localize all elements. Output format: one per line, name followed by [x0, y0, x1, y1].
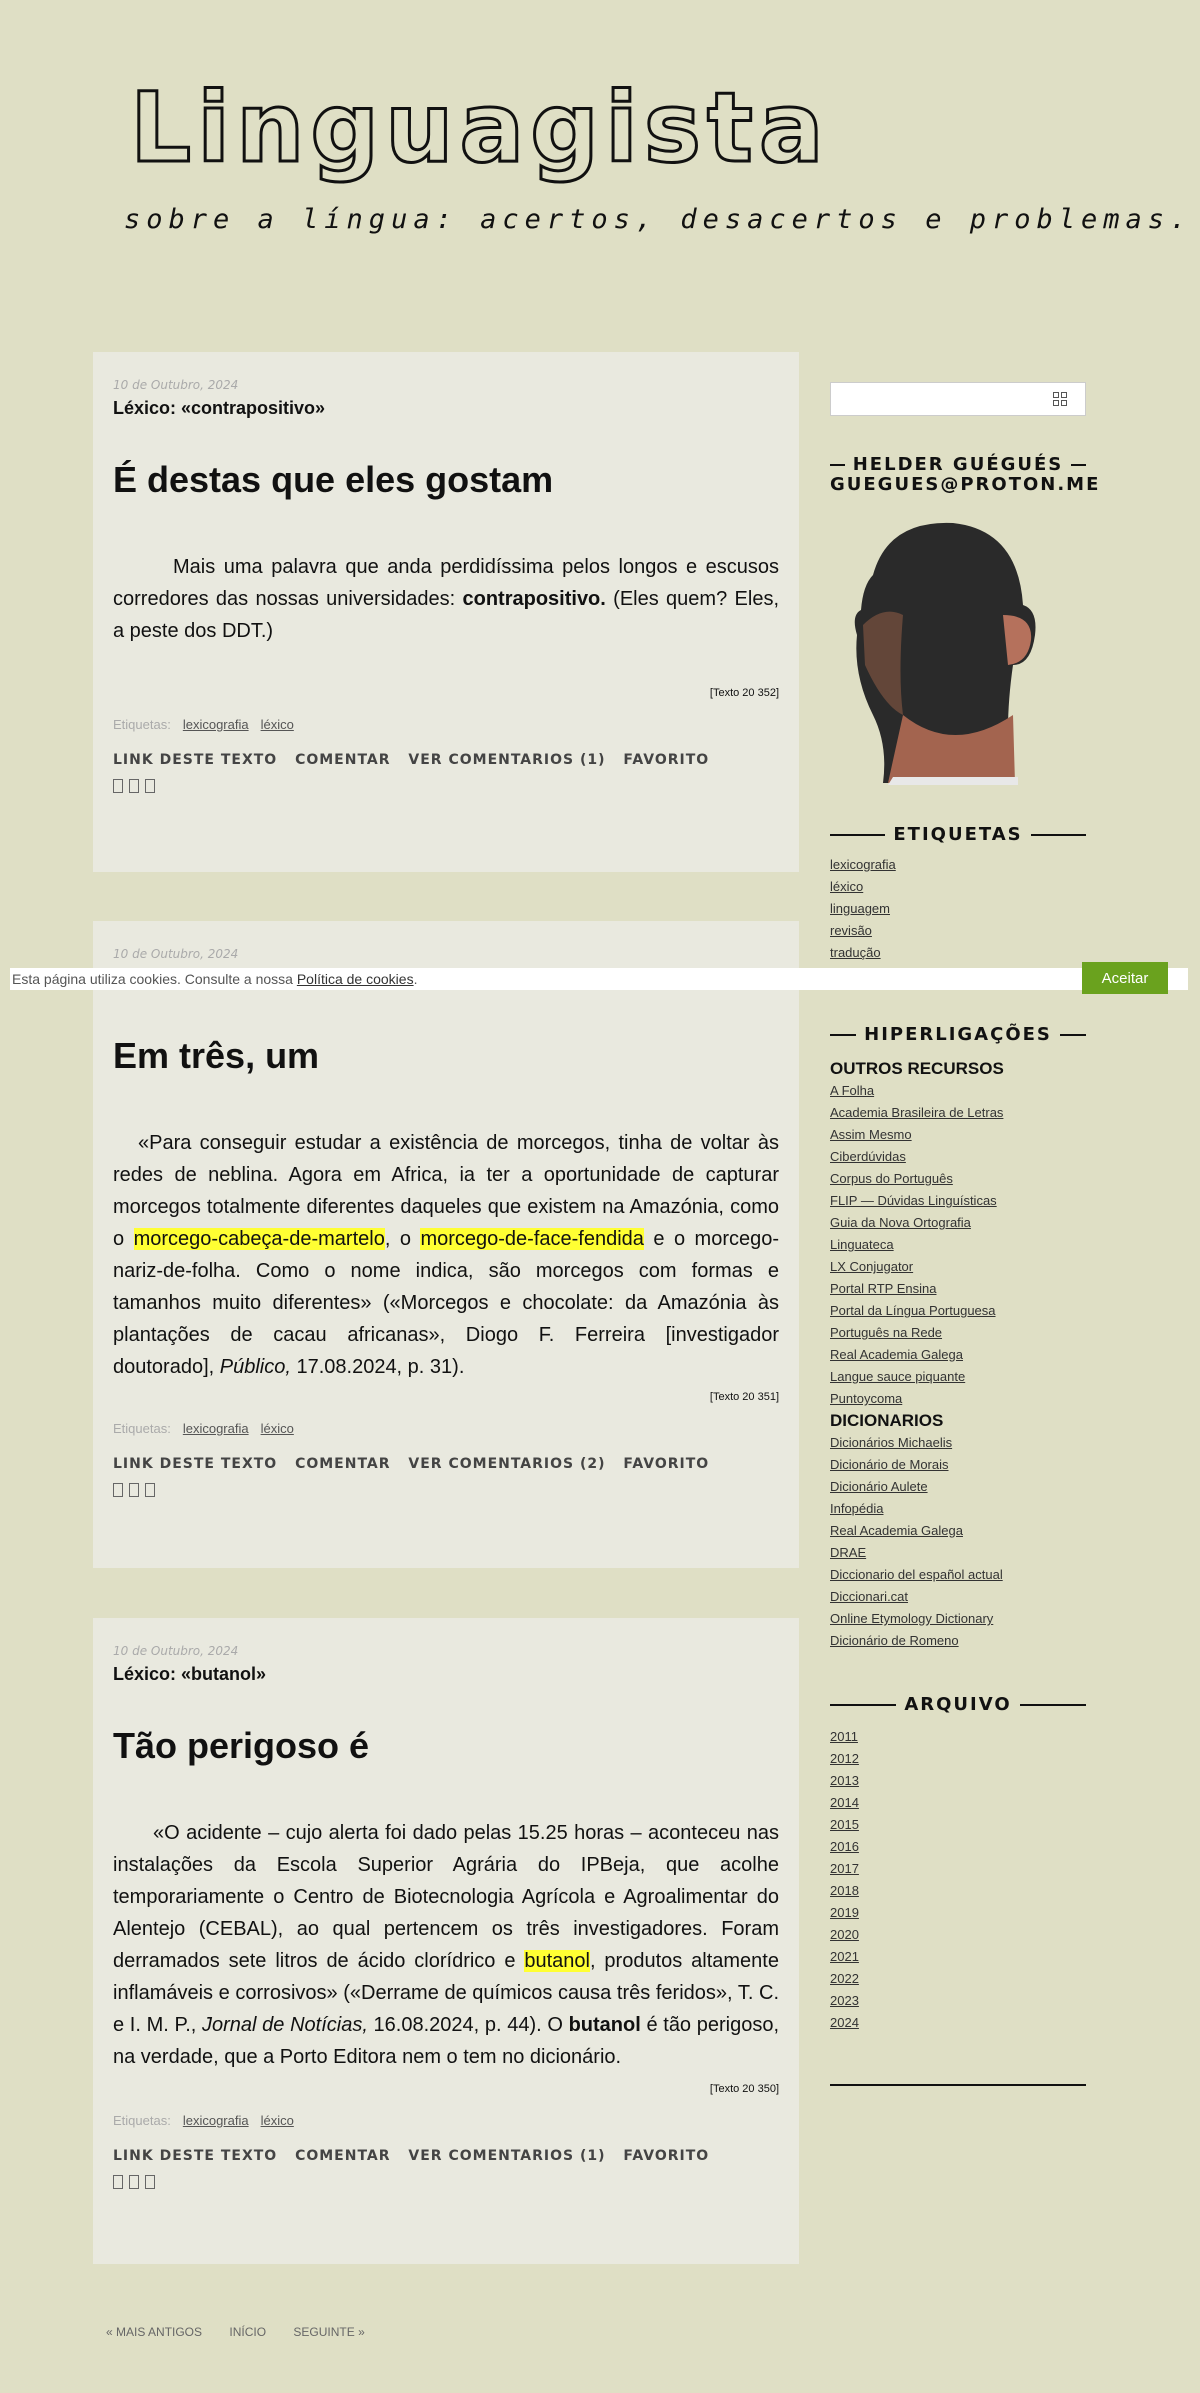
post-date: 10 de Outubro, 2024 — [113, 1644, 239, 1658]
sidebar-tag[interactable]: tradução — [830, 945, 881, 960]
resource-link[interactable]: Portal da Língua Portuguesa — [830, 1303, 996, 1318]
dictionary-link[interactable]: Dicionários Michaelis — [830, 1435, 953, 1450]
author-email: GUEGUES@PROTON.ME — [830, 474, 1101, 495]
resource-link[interactable]: FLIP — Dúvidas Linguísticas — [830, 1193, 997, 1208]
site-logo[interactable]: Linguagista — [130, 72, 830, 184]
tags-list — [830, 854, 1086, 964]
share-icon[interactable] — [129, 2175, 139, 2189]
archive-year[interactable]: 2020 — [830, 1927, 859, 1942]
link-button[interactable]: LINK DESTE TEXTO — [113, 752, 278, 768]
post-actions — [113, 752, 779, 768]
archive-year[interactable]: 2023 — [830, 1993, 859, 2008]
share-icon[interactable] — [129, 779, 139, 793]
dictionary-link[interactable]: Diccionari.cat — [830, 1589, 909, 1604]
comment-button[interactable]: COMENTAR — [295, 752, 391, 768]
post — [93, 352, 799, 872]
share-icon[interactable] — [145, 1483, 155, 1497]
dictionary-link[interactable]: Online Etymology Dictionary — [830, 1611, 994, 1626]
archive-year[interactable]: 2015 — [830, 1817, 859, 1832]
link-button[interactable]: LINK DESTE TEXTO — [113, 1456, 278, 1472]
dictionary-link[interactable]: DRAE — [830, 1545, 867, 1560]
share-icon[interactable] — [145, 2175, 155, 2189]
resource-link[interactable]: Corpus do Português — [830, 1171, 953, 1186]
resource-link[interactable]: LX Conjugator — [830, 1259, 914, 1274]
archive-heading: ARQUIVO — [830, 1694, 1086, 1715]
dictionary-link[interactable]: Dicionário de Morais — [830, 1457, 949, 1472]
post-title[interactable]: É destas que eles gostam — [113, 459, 554, 500]
archive-list — [830, 1726, 1086, 2034]
pagination — [106, 2325, 389, 2339]
home-link[interactable]: INÍCIO — [229, 2325, 267, 2339]
share-icon[interactable] — [113, 1483, 123, 1497]
share-icon[interactable] — [113, 2175, 123, 2189]
archive-year[interactable]: 2013 — [830, 1773, 859, 1788]
share-icon[interactable] — [145, 779, 155, 793]
favorite-button[interactable]: FAVORITO — [623, 1456, 710, 1472]
older-posts-link[interactable]: « MAIS ANTIGOS — [106, 2325, 203, 2339]
other-resources-heading: OUTROS RECURSOS — [830, 1059, 1004, 1078]
sidebar-divider — [830, 2084, 1086, 2086]
archive-year[interactable]: 2021 — [830, 1949, 859, 1964]
resource-link[interactable]: Academia Brasileira de Letras — [830, 1105, 1004, 1120]
dictionary-link[interactable]: Dicionário de Romeno — [830, 1633, 959, 1648]
tag-link[interactable]: léxico — [260, 1421, 294, 1436]
share-icon[interactable] — [129, 1483, 139, 1497]
post-tags: Etiquetas: lexicografia léxico — [113, 2113, 294, 2128]
archive-year[interactable]: 2018 — [830, 1883, 859, 1898]
archive-year[interactable]: 2017 — [830, 1861, 859, 1876]
post-reference: [Texto 20 351] — [709, 1391, 779, 1403]
dictionaries-heading: DICIONARIOS — [830, 1411, 944, 1430]
author-avatar — [843, 515, 1043, 785]
sidebar-tag[interactable]: lexicografia — [830, 857, 896, 872]
post-body: «O acidente – cujo alerta foi dado pelas 15.25 horas – aconteceu nas instalações da Escola Superior Agrária do IPBeja, que acolhe temporariamente o Centro de Biotecnologia Agrícola e Agroalimentar do Alentejo (CEBAL), ao qual pertencem os três investigadores. Foram derramados sete litros de ácido clorídrico e butanol, produtos altamente inflamáveis e corrosivos» («Derrame de químicos causa três feridos», T. C. e I. M. P., Jornal de Notícias, 16.08.2024, p. 44). O butanol é tão perigoso, na verdade, que a Porto Editora nem o tem no dicionário. — [113, 1822, 780, 2068]
post-date: 10 de Outubro, 2024 — [113, 947, 239, 961]
links-heading: HIPERLIGAÇÕES — [830, 1024, 1086, 1045]
post-title[interactable]: Em três, um — [113, 1035, 320, 1076]
view-comments-button[interactable]: VER COMENTARIOS (2) — [408, 1456, 606, 1472]
post — [93, 921, 799, 1568]
post-body: Mais uma palavra que anda perdidíssima pelos longos e escusos corredores das nossas universidades: contrapositivo. (Eles quem? Eles, a peste dos DDT.) — [113, 556, 779, 642]
dictionary-link[interactable]: Infopédia — [830, 1501, 884, 1516]
author-heading: HELDER GUÉGUÉS — [830, 454, 1086, 475]
post-tags: Etiquetas: lexicografia léxico — [113, 717, 294, 732]
resource-link[interactable]: Real Academia Galega — [830, 1347, 963, 1362]
dictionary-link[interactable]: Diccionario del español actual — [830, 1567, 1003, 1582]
tag-link[interactable]: léxico — [260, 2113, 294, 2128]
archive-year[interactable]: 2024 — [830, 2015, 859, 2030]
post-reference: [Texto 20 352] — [709, 687, 779, 699]
share-icon[interactable] — [113, 779, 123, 793]
resource-link[interactable]: Puntoycoma — [830, 1391, 903, 1406]
favorite-button[interactable]: FAVORITO — [623, 752, 710, 768]
cookie-bar: Esta página utiliza cookies. Consulte a nossa Política de cookies. — [10, 968, 1188, 990]
search-icon[interactable] — [1053, 392, 1067, 406]
tag-link[interactable]: lexicografia — [182, 1421, 249, 1436]
resource-link[interactable]: Langue sauce piquante — [830, 1369, 966, 1384]
share-icons — [113, 1482, 779, 1501]
tag-link[interactable]: léxico — [260, 717, 294, 732]
resource-link[interactable]: A Folha — [830, 1083, 875, 1098]
archive-year[interactable]: 2011 — [830, 1729, 858, 1744]
links-list — [830, 1058, 1086, 1652]
sidebar-tag[interactable]: léxico — [830, 879, 864, 894]
favorite-button[interactable]: FAVORITO — [623, 2148, 710, 2164]
dictionary-link[interactable]: Real Academia Galega — [830, 1523, 963, 1538]
resource-link[interactable]: Assim Mesmo — [830, 1127, 912, 1142]
tags-heading: ETIQUETAS — [830, 824, 1086, 845]
post-body: «Para conseguir estudar a existência de morcegos, tinha de voltar às redes de neblina. Agora em Africa, ia ter a oportunidade de capturar morcegos totalmente diferentes daqueles que existem na Amazónia, como o morcego-cabeça-de-martelo, o morcego-de-face-fendida e o morcego-nariz-de-folha. Como o nome indica, são morcegos com formas e tamanhos muito diferentes» («Morcegos e chocolate: da Amazónia às plantações de cacau africanas», Diogo F. Ferreira [investigador doutorado], Público, 17.08.2024, p. 31). — [113, 1132, 780, 1378]
share-icons — [113, 2174, 779, 2193]
tag-link[interactable]: lexicografia — [182, 717, 249, 732]
tag-link[interactable]: lexicografia — [182, 2113, 249, 2128]
resource-link[interactable]: Guia da Nova Ortografia — [830, 1215, 971, 1230]
archive-year[interactable]: 2022 — [830, 1971, 859, 1986]
view-comments-button[interactable]: VER COMENTARIOS (1) — [408, 752, 606, 768]
post-tags: Etiquetas: lexicografia léxico — [113, 1421, 294, 1436]
archive-year[interactable]: 2019 — [830, 1905, 859, 1920]
cookie-policy-link[interactable]: Política de cookies — [296, 971, 414, 987]
post-category: Léxico: «contrapositivo» — [113, 398, 326, 418]
archive-year[interactable]: 2016 — [830, 1839, 859, 1854]
next-posts-link[interactable]: SEGUINTE » — [293, 2325, 365, 2339]
resource-link[interactable]: Ciberdúvidas — [830, 1149, 906, 1164]
resource-link[interactable]: Português na Rede — [830, 1325, 943, 1340]
post-date: 10 de Outubro, 2024 — [113, 378, 239, 392]
accept-cookies-button[interactable]: Aceitar — [1082, 962, 1168, 994]
post-category: Léxico: «butanol» — [113, 1664, 267, 1684]
post-title[interactable]: Tão perigoso é — [113, 1725, 370, 1766]
sidebar-tag[interactable]: revisão — [830, 923, 872, 938]
sidebar-tag[interactable]: linguagem — [830, 901, 890, 916]
site-tagline: sobre a língua: acertos, desacertos e problemas. — [124, 204, 1193, 235]
resource-link[interactable]: Portal RTP Ensina — [830, 1281, 937, 1296]
archive-year[interactable]: 2014 — [830, 1795, 859, 1810]
resource-link[interactable]: Linguateca — [830, 1237, 894, 1252]
post-reference: [Texto 20 350] — [709, 2083, 779, 2095]
comment-button[interactable]: COMENTAR — [295, 2148, 391, 2164]
view-comments-button[interactable]: VER COMENTARIOS (1) — [408, 2148, 606, 2164]
search-input[interactable] — [830, 382, 1086, 416]
comment-button[interactable]: COMENTAR — [295, 1456, 391, 1472]
post-actions — [113, 1456, 779, 1472]
archive-year[interactable]: 2012 — [830, 1751, 859, 1766]
link-button[interactable]: LINK DESTE TEXTO — [113, 2148, 278, 2164]
post-actions — [113, 2148, 779, 2164]
dictionary-link[interactable]: Dicionário Aulete — [830, 1479, 928, 1494]
share-icons — [113, 778, 779, 797]
post — [93, 1618, 799, 2264]
